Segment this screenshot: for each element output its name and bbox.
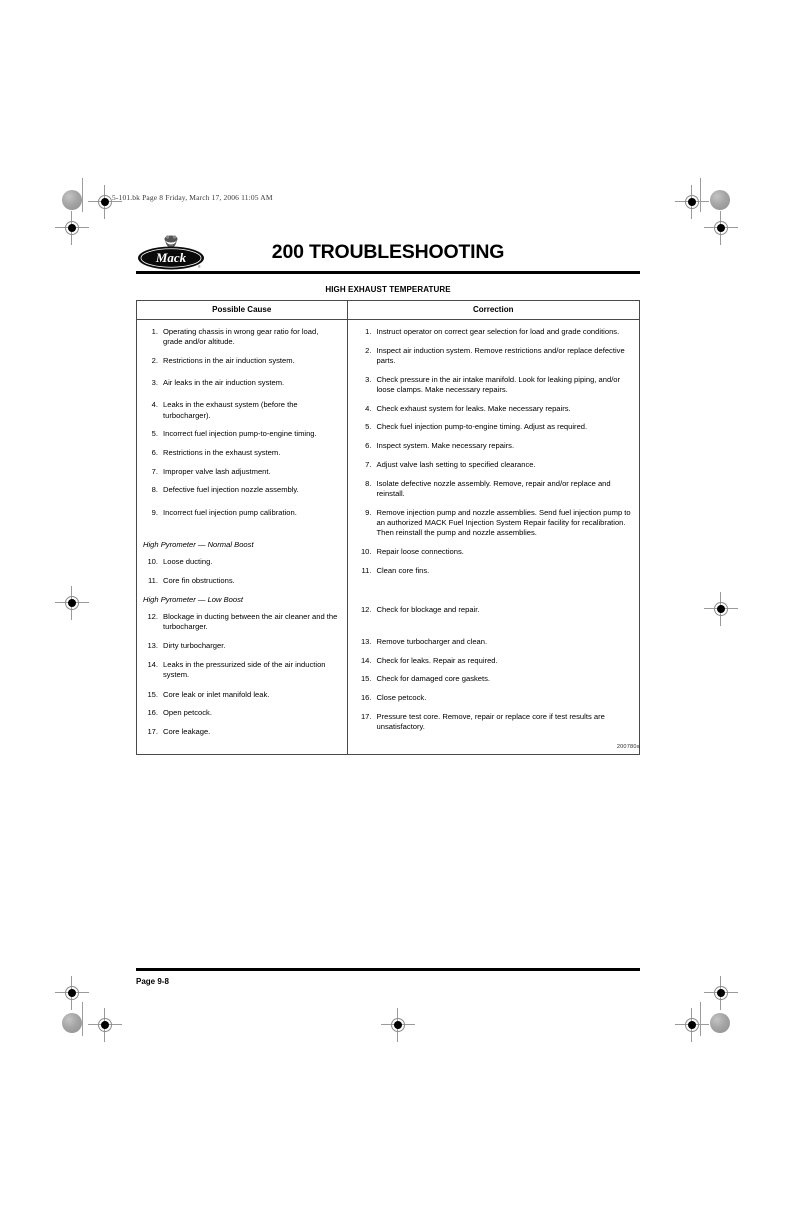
list-item-text: Leaks in the exhaust system (before the turbocharger). [163,400,298,420]
registration-dot-bottom-right [710,1013,730,1033]
table-header-row [137,301,639,320]
list-item-number: 2. [365,345,372,355]
list-item [143,727,339,737]
list-item [143,660,339,680]
list-item-text: Loose ducting. [163,556,213,566]
list-item-text: Incorrect fuel injection pump-to-engine timing. [163,429,317,439]
list-item [143,429,339,439]
list-item [357,375,632,395]
footer-page-number: Page 9-8 [136,977,169,986]
list-item-text: Instruct operator on correct gear selection for load and grade conditions. [376,327,620,336]
list-item-text: Inspect system. Make necessary repairs. [376,440,515,450]
list-item-text: Remove injection pump and nozzle assemblies. Send fuel injection pump to an authorized MACK Fuel Injection System Repair facility for recalibration. Then reinstall the pump and nozzle assemblies. [376,507,631,538]
list-item-number: 1. [151,327,158,336]
list-item-number: 15. [360,674,372,684]
list-item [357,422,632,432]
list-item-number: 6. [151,447,158,457]
mack-wordmark: Mack [155,250,187,265]
list-item-text: Open petcock. [163,708,212,718]
list-item-number: 13. [147,641,158,651]
svg-text:®: ® [198,265,201,269]
list-item-text: Adjust valve lash setting to specified clearance. [376,460,536,470]
list-item-text: Pressure test core. Remove, repair or replace core if test results are unsatisfactory. [376,711,605,731]
list-item-number: 10. [147,556,158,566]
list-item-number: 17. [147,726,158,736]
list-item-text: Air leaks in the air induction system. [163,378,285,388]
list-item-number: 16. [147,708,158,718]
list-item [357,441,632,451]
list-item-number: 7. [365,460,372,470]
list-item-number: 5. [151,429,158,439]
list-item-number: 4. [365,403,372,413]
registration-target-left-lower [55,976,89,1010]
registration-target-left-middle [55,586,89,620]
list-item [357,693,632,703]
list-item-number: 10. [360,546,372,556]
list-item [143,356,339,366]
list-item [143,576,339,586]
column-header-correction: Correction [347,301,639,320]
list-item [357,566,632,576]
table-body-row [137,320,639,754]
list-item-number: 4. [151,400,158,410]
list-item [357,674,632,684]
list-item [357,346,632,366]
list-item-text: Dirty turbocharger. [163,641,226,651]
list-item-number: 8. [365,478,372,488]
list-item-text: Core leakage. [163,726,211,736]
list-item [357,637,632,647]
list-item-text: Check for leaks. Repair as required. [376,655,498,665]
list-item [143,485,339,495]
list-item-text: Clean core fins. [376,565,430,575]
figure-identifier: 200780a [616,744,640,750]
list-item-number: 2. [151,355,158,365]
list-item-text: Core leak or inlet manifold leak. [163,689,270,699]
title-divider-rule [136,271,640,274]
correction-cell [347,320,639,754]
list-item [143,448,339,458]
list-item-text: Repair loose connections. [376,546,464,556]
list-item [357,479,632,499]
list-group-heading: High Pyrometer — Normal Boost [143,539,254,549]
list-item-number: 14. [360,655,372,665]
list-item [143,641,339,651]
crop-line-bottom-right [700,1002,701,1036]
list-group-heading: High Pyrometer — Low Boost [143,594,244,604]
list-item-number: 5. [365,422,372,432]
list-item [357,605,632,615]
list-item-text: Blockage in ducting between the air cleaner and the turbocharger. [163,612,338,632]
list-item-text: Remove turbocharger and clean. [376,636,488,646]
list-item-text: Defective fuel injection nozzle assembly. [163,485,299,495]
list-item [143,327,339,347]
footer-divider-rule [136,968,640,971]
list-item [357,327,632,337]
list-item-number: 14. [147,660,158,670]
registration-target-bottom-left [88,1008,122,1042]
registration-target-right-upper [704,211,738,245]
registration-dot-top-left [62,190,82,210]
list-item [357,712,632,732]
list-item [143,708,339,718]
list-item-number: 6. [365,440,372,450]
crop-line-top-right [700,178,701,212]
list-item [143,612,339,632]
list-item [357,547,632,557]
list-item-number: 7. [151,466,158,476]
registration-target-right-middle [704,592,738,626]
list-item-text: Restrictions in the air induction system. [163,355,295,365]
list-item-number: 3. [151,378,158,388]
registration-target-right-lower [704,976,738,1010]
list-item [357,460,632,470]
list-item [143,467,339,477]
possible-cause-cell [137,320,347,754]
list-item-number: 12. [147,612,158,622]
registration-target-bottom-center [381,1008,415,1042]
list-item-text: Improper valve lash adjustment. [163,466,271,476]
crop-line-bottom-left [82,1002,83,1036]
list-item-number: 12. [360,604,372,614]
registration-target-left-upper [55,211,89,245]
troubleshooting-table [136,300,640,755]
list-item-number: 3. [365,374,372,384]
page-title: 200 TROUBLESHOOTING [271,241,505,263]
list-item-number: 1. [365,327,372,336]
crop-line-top-left [82,178,83,212]
list-item [357,656,632,666]
list-item-number: 9. [365,507,372,517]
list-item [143,557,339,567]
list-item [143,378,339,388]
list-item-text: Isolate defective nozzle assembly. Remove, repair and/or replace and reinstall. [376,478,611,499]
list-item-text: Check for damaged core gaskets. [376,674,491,684]
list-item-number: 13. [360,636,372,646]
list-item-number: 16. [360,693,372,703]
list-item-number: 15. [147,689,158,699]
list-item-number: 11. [361,565,372,575]
registration-target-top-left [88,185,122,219]
list-item-text: Check exhaust system for leaks. Make necessary repairs. [376,403,571,413]
registration-dot-bottom-left [62,1013,82,1033]
list-item [357,508,632,539]
list-item-text: Check fuel injection pump-to-engine timing. Adjust as required. [376,422,588,432]
list-item-text: Check pressure in the air intake manifold. Look for leaking piping, and/or loose clamps. Make necessary repairs. [376,374,621,394]
column-header-possible-cause: Possible Cause [137,301,347,320]
list-item-number: 9. [151,507,158,517]
list-item-text: Close petcock. [376,693,427,703]
list-item [143,690,339,700]
list-item-number: 17. [360,711,372,721]
list-item-number: 11. [148,575,158,585]
list-item [143,400,339,420]
registration-dot-top-right [710,190,730,210]
list-item-text: Operating chassis in wrong gear ratio for load, grade and/or altitude. [163,327,319,347]
table-caption: HIGH EXHAUST TEMPERATURE [325,285,451,294]
possible-cause-list [143,327,339,737]
registration-target-bottom-right [675,1008,709,1042]
correction-list [357,327,632,732]
list-item [357,404,632,414]
list-item-text: Core fin obstructions. [163,575,235,585]
list-item-text: Check for blockage and repair. [376,604,480,614]
list-item-text: Incorrect fuel injection pump calibration. [163,507,297,517]
print-header-stamp: 5-101.bk Page 8 Friday, March 17, 2006 11:05 AM [112,193,273,202]
document-title-band [136,233,640,273]
list-item-number: 8. [151,485,158,495]
list-item-text: Leaks in the pressurized side of the air induction system. [163,660,326,680]
list-item-text: Inspect air induction system. Remove restrictions and/or replace defective parts. [376,345,625,365]
list-item [143,508,339,518]
list-item-text: Restrictions in the exhaust system. [163,447,281,457]
